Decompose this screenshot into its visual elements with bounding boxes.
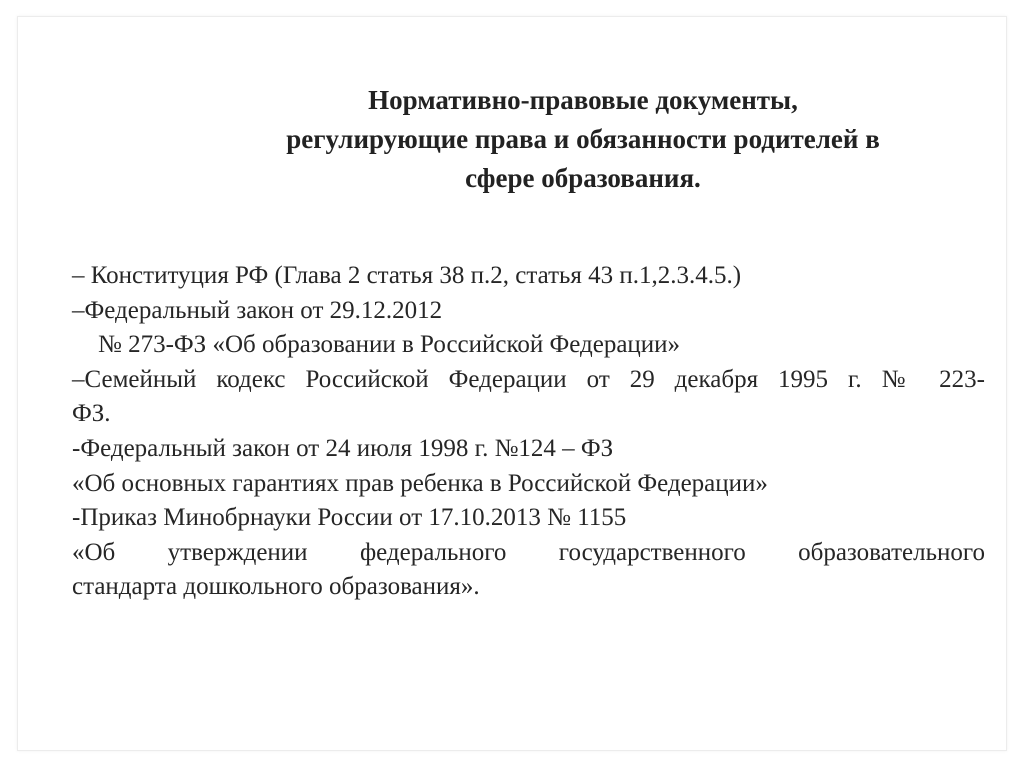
list-item-family-code: –Семейный кодекс Российской Федерации от 29 декабря 1995 г. № 223- [72,365,985,393]
list-item-ministry-order-title: «Об утверждении федерального государственного образовательного [72,538,985,566]
list-item-federal-law-child-rights: -Федеральный закон от 24 июля 1998 г. №124 – ФЗ [72,434,614,462]
list-item-constitution: – Конституция РФ (Глава 2 статья 38 п.2, статья 43 п.1,2.3.4.5.) [72,262,742,289]
slide-title [198,81,968,198]
list-item-federal-law-education: –Федеральный закон от 29.12.2012 [72,296,443,324]
document-list [72,259,985,605]
title-line-3: сфере образования. [465,163,701,193]
slide [17,16,1007,751]
list-item-ministry-order: -Приказ Минобрнауки России от 17.10.2013 № 1155 [72,504,627,532]
list-item-ministry-order-title-cont: стандарта дошкольного образования». [72,573,480,601]
list-item-federal-law-child-rights-title: «Об основных гарантиях прав ребенка в Российской Федерации» [72,469,768,497]
title-line-2: регулирующие права и обязанности родителей в [286,124,880,154]
list-item-family-code-cont: ФЗ. [72,400,111,428]
title-line-1: Нормативно-правовые документы, [368,85,798,115]
list-item-federal-law-education-number: № 273-ФЗ «Об образовании в Российской Федерации» [98,331,681,359]
